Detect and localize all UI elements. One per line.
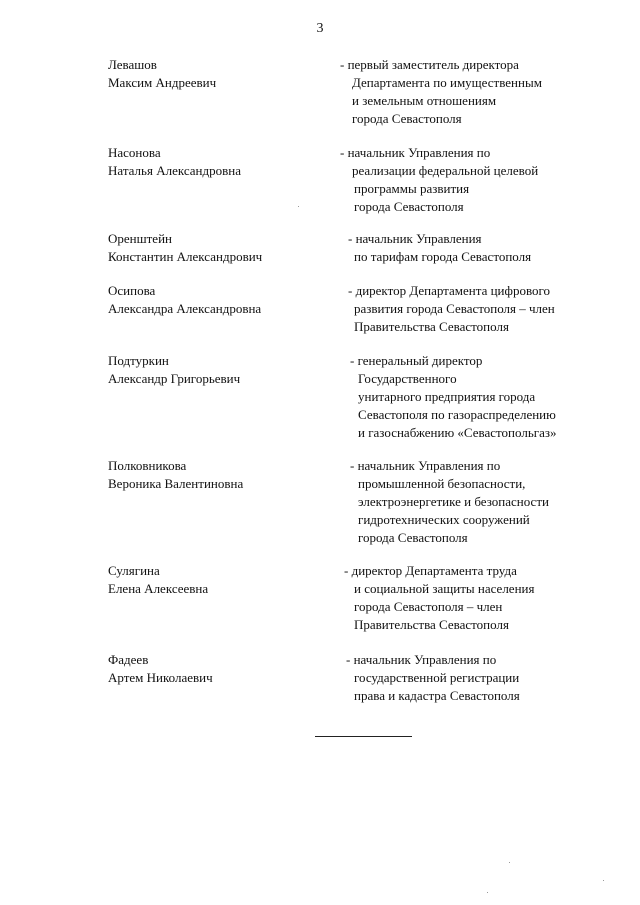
role-line: - начальник Управления по — [350, 458, 501, 473]
role-line: электроэнергетике и безопасности — [358, 494, 549, 509]
role-line: по тарифам города Севастополя — [354, 249, 532, 264]
member-name — [108, 651, 328, 687]
member-surname: Фадеев — [108, 652, 149, 667]
member-surname: Насонова — [108, 145, 161, 160]
role-line: - первый заместитель директора — [340, 57, 519, 72]
role-line: города Севастополя — [354, 199, 464, 214]
role-line: - генеральный директор — [350, 353, 483, 368]
role-line: Севастополя по газораспределению — [358, 407, 556, 422]
role-line: государственной регистрации — [354, 670, 520, 685]
member-surname: Оренштейн — [108, 231, 172, 246]
role-line: и земельным отношениям — [352, 93, 497, 108]
member-role — [340, 352, 630, 442]
role-line: Правительства Севастополя — [354, 617, 509, 632]
member-name — [108, 457, 328, 493]
member-role — [340, 457, 630, 547]
role-line: и социальной защиты населения — [354, 581, 535, 596]
role-line: города Севастополя — [352, 111, 462, 126]
member-surname: Левашов — [108, 57, 157, 72]
role-line: - начальник Управления по — [340, 145, 491, 160]
closing-divider-line — [315, 736, 412, 737]
member-name — [108, 282, 328, 318]
member-given-name: Максим Андреевич — [108, 75, 217, 90]
role-line: гидротехнических сооружений — [358, 512, 530, 527]
member-name — [108, 352, 328, 388]
scan-speck — [298, 206, 299, 207]
member-surname: Сулягина — [108, 563, 160, 578]
role-line: Департамента по имущественным — [352, 75, 542, 90]
member-given-name: Артем Николаевич — [108, 670, 213, 685]
member-surname: Подтуркин — [108, 353, 169, 368]
scan-speck — [487, 892, 488, 893]
role-line: - начальник Управления по — [346, 652, 497, 667]
member-surname: Полковникова — [108, 458, 187, 473]
role-line: города Севастополя — [358, 530, 468, 545]
scan-speck — [509, 862, 510, 863]
member-name — [108, 230, 328, 266]
role-line: развития города Севастополя – член — [354, 301, 555, 316]
member-role — [340, 230, 630, 266]
member-role — [340, 56, 630, 128]
member-name — [108, 144, 328, 180]
member-role — [340, 144, 630, 216]
scan-speck — [603, 880, 604, 881]
role-line: программы развития — [354, 181, 470, 196]
role-line: унитарного предприятия города — [358, 389, 536, 404]
role-line: реализации федеральной целевой — [352, 163, 539, 178]
role-line: промышленной безопасности, — [358, 476, 526, 491]
member-given-name: Елена Алексеевна — [108, 581, 209, 596]
role-line: и газоснабжению «Севастопольгаз» — [358, 425, 557, 440]
role-line: - директор Департамента труда — [344, 563, 517, 578]
member-given-name: Вероника Валентиновна — [108, 476, 244, 491]
member-surname: Осипова — [108, 283, 156, 298]
member-given-name: Наталья Александровна — [108, 163, 241, 178]
member-name — [108, 56, 328, 92]
role-line: города Севастополя – член — [354, 599, 503, 614]
member-role — [340, 651, 630, 705]
role-line: - начальник Управления — [348, 231, 482, 246]
role-line: права и кадастра Севастополя — [354, 688, 520, 703]
member-role — [340, 282, 630, 336]
role-line: Государственного — [358, 371, 457, 386]
role-line: - директор Департамента цифрового — [348, 283, 550, 298]
member-given-name: Александр Григорьевич — [108, 371, 241, 386]
member-role — [340, 562, 630, 634]
member-name — [108, 562, 328, 598]
member-given-name: Константин Александрович — [108, 249, 263, 264]
role-line: Правительства Севастополя — [354, 319, 509, 334]
member-given-name: Александра Александровна — [108, 301, 262, 316]
page-number: 3 — [316, 21, 324, 36]
